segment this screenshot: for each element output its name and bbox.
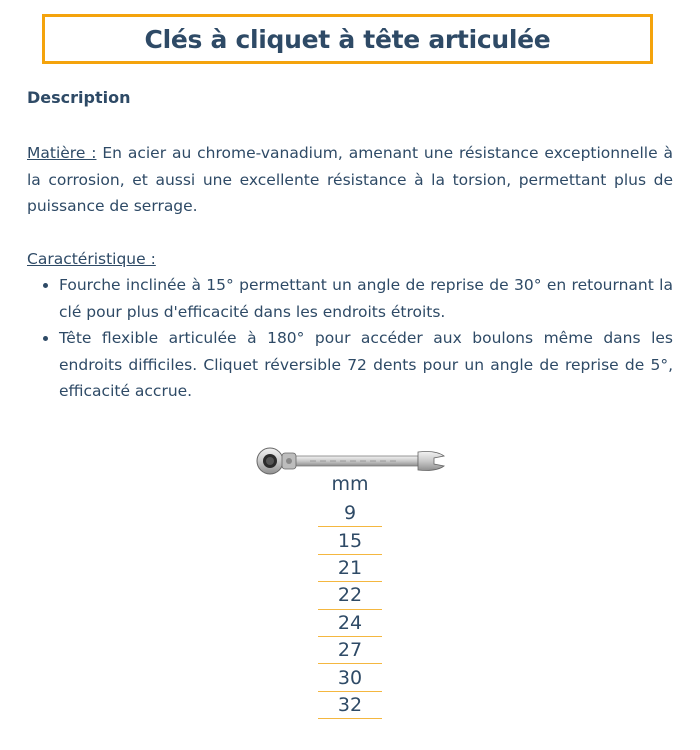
size-cell: 32 [318, 691, 382, 718]
size-cell: 21 [318, 554, 382, 581]
table-row [318, 609, 382, 636]
material-label: Matière : [27, 144, 97, 162]
title-box [42, 14, 653, 64]
size-cell: 9 [318, 500, 382, 527]
table-row [318, 664, 382, 691]
feature-item: • Tête flexible articulée à 180° pour accéder aux boulons même dans les endroits difficiles. Cliquet réversible 72 dents pour un angle de reprise de 5°, efficacité accrue. [59, 325, 673, 405]
table-row [318, 691, 382, 718]
table-row [318, 636, 382, 663]
size-cell: 30 [318, 664, 382, 691]
material-text: En acier au chrome-vanadium, amenant une résistance exceptionnelle à la corrosion, et aussi une excellente résistance à la torsion, permettant plus de puissance de serrage. [27, 144, 673, 215]
size-cell: 15 [318, 527, 382, 554]
table-row [318, 500, 382, 527]
table-row [318, 554, 382, 581]
size-column-header: mm [331, 473, 369, 495]
features-label: Caractéristique : [27, 249, 156, 268]
page-title: Clés à cliquet à tête articulée [144, 24, 551, 54]
description-content [27, 140, 673, 405]
features-list [27, 272, 673, 405]
feature-item: • Fourche inclinée à 15° permettant un angle de reprise de 30° en retournant la clé pour plus d'efficacité dans les endroits étroits. [59, 272, 673, 325]
table-row [318, 582, 382, 609]
features-heading [27, 246, 673, 273]
material-paragraph [27, 140, 673, 220]
size-cell: 24 [318, 609, 382, 636]
description-heading: Description [27, 88, 131, 107]
size-cell: 22 [318, 582, 382, 609]
size-table [318, 468, 382, 719]
size-cell: 27 [318, 636, 382, 663]
table-row [318, 527, 382, 554]
